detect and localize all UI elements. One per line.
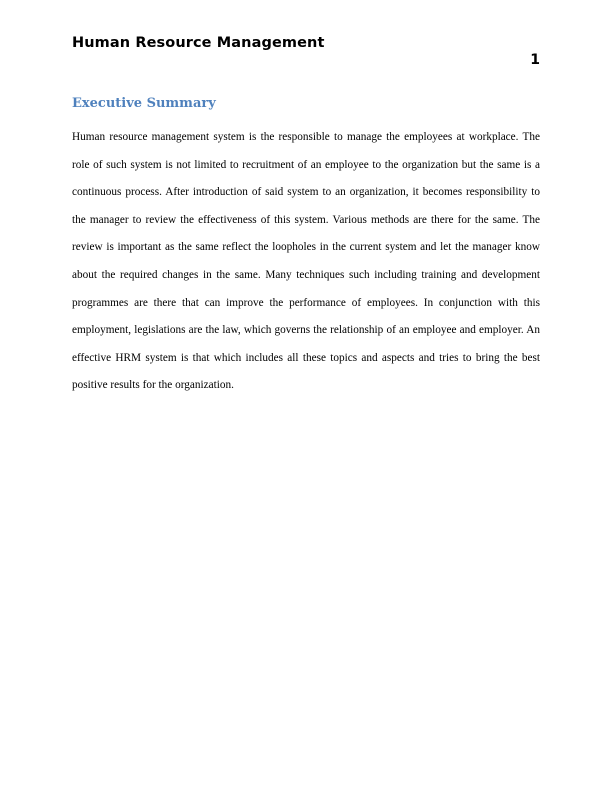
page-number: 1 xyxy=(530,52,540,68)
executive-summary-paragraph: Human resource management system is the responsible to manage the employees at workplace. The role of such system is not limited to recruitment of an employee to the organization but the same is a continuous process. After introduction of said system to an organization, it becomes responsibility to the manager to review the effectiveness of this system. Various methods are there for the same. The review is important as the same reflect the loopholes in the current system and let the manager know about the required changes in the same. Many techniques such including training and development programmes are there that can improve the performance of employees. In conjunction with this employment, legislations are the law, which governs the relationship of an employee and employer. An effective HRM system is that which includes all these topics and aspects and tries to bring the best positive results for the organization. xyxy=(72,131,540,392)
section-heading: Executive Summary xyxy=(72,96,216,111)
running-header-title: Human Resource Management xyxy=(72,35,325,51)
